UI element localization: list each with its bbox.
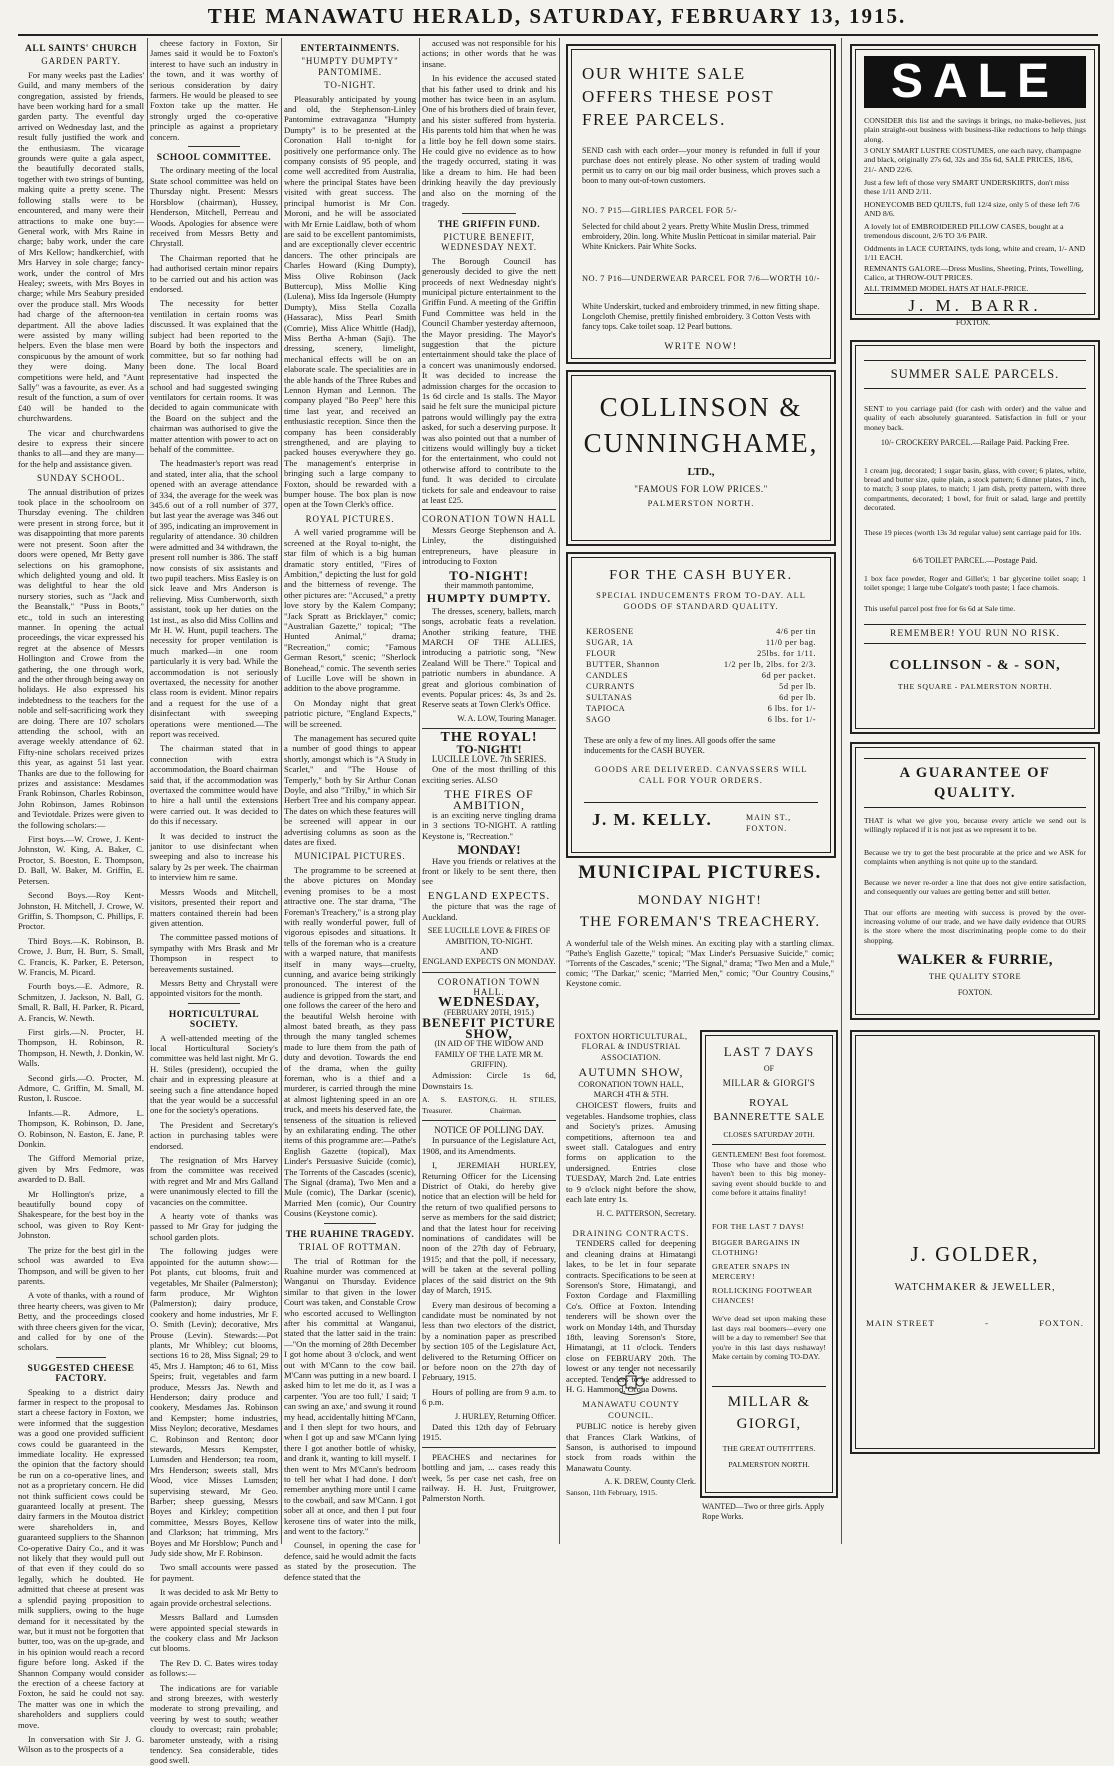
ad-title: SUMMER SALE PARCELS. xyxy=(864,360,1086,389)
price-row xyxy=(572,648,830,659)
ad-text: A wonderful tale of the Welsh mines. An exciting play with a startling climax. "Pathe's English Gazette," topical; "Max Linder's Persuasive Suicide," comic; "Torrents of the Cascades," scenic; "The Signal," drama; "Two Men and a Mule," comic; "The Darkar," scenic; "Married Men," comic; "Our Country Cousins," Keystone comic. xyxy=(566,939,834,988)
sale-banner: SALE xyxy=(864,56,1086,108)
ad-title: NOTICE OF POLLING DAY. xyxy=(434,1125,544,1135)
brand-name: MILLAR & xyxy=(727,1394,811,1410)
barr-sale-ad xyxy=(850,44,1100,320)
ad-benefit: BENEFIT PICTURE SHOW, xyxy=(422,1015,556,1041)
column-4 xyxy=(422,38,556,1544)
ad-text: Because we never re-order a line that does not give entire satisfaction, and consequently our values are getting better and still better. xyxy=(864,878,1086,897)
column-rule xyxy=(147,38,148,1544)
headline: SCHOOL COMMITTEE. xyxy=(156,153,272,164)
paragraph: Second Boys.—Roy Kent-Johnston, H. Mitchell, J. Crowe, W. Griffin, S. Thompson, C. Phillips, F. Proctor. xyxy=(18,890,144,932)
paragraph: The dresses, scenery, ballets, march songs, acrobatic feats a revelation. Another striking feature, THE MARCH OF THE ALLIES, introducing a patriotic song, "New Zealand Will be There." Topical and patriotic numbers in abundance. A great and glorious combination of events. Popular prices: 4s, 3s and 2s. Reserve seats at Town Clerk's Office. xyxy=(422,605,556,710)
ad-show: HUMPTY DUMPTY. xyxy=(426,591,552,606)
ad-tonight: TO-NIGHT! xyxy=(449,567,529,583)
ad-text: HONEYCOMB BED QUILTS, full 12/4 size, only 5 of these left 7/6 AND 8/6. xyxy=(864,200,1080,219)
item-name: TAPIOCA xyxy=(586,704,626,713)
brand-name: COLLINSON & xyxy=(599,392,803,422)
ad-text: REMNANTS GALORE—Dress Muslins, Sheeting, Prints, Towelling, Calico, at THROW-OUT PRICES. xyxy=(864,264,1084,283)
ad-text: GENTLEMEN! Best foot foremost. Those who have and those who haven't been to this big money-saving event should buckle to and come before it attains finality! xyxy=(712,1150,826,1198)
brand-ltd: LTD., xyxy=(687,466,715,478)
ad-remember: REMEMBER! YOU RUN NO RISK. xyxy=(864,624,1086,644)
coat-of-arms-icon xyxy=(614,1370,648,1398)
draining-contracts-ad xyxy=(566,1228,696,1395)
divider xyxy=(462,213,516,214)
item-price: 6 lbs. for 1/- xyxy=(767,715,816,724)
headline: ENTERTAINMENTS. xyxy=(300,44,400,54)
paragraph: A vote of thanks, with a round of three hearty cheers, was given to Mr Betty, and the proceedings closed with three cheers given for the vicar, and called for by one of the scholars. xyxy=(18,1290,144,1353)
ad-text: GOODS ARE DELIVERED. CANVASSERS WILL CALL FOR YOUR ORDERS. xyxy=(594,765,808,785)
manawatu-county-ad xyxy=(566,1370,696,1544)
address-dash: - xyxy=(985,1318,990,1328)
paragraph: PEACHES and nectarines for bottling and jam, ... cases ready this week, 5s per case net cash, free on railway. H. H. Just, Fruitgrower, Palmerston North. xyxy=(422,1451,556,1504)
divider xyxy=(422,1120,556,1121)
item-price: 4/6 per tin xyxy=(776,627,816,636)
column-rule xyxy=(281,38,282,1544)
brand-name: CUNNINGHAME, xyxy=(583,428,819,458)
ad-text: Selected for child about 2 years. Pretty White Muslin Dress, trimmed embroidery, 20in. long. White Muslin Petticoat in similar material. Pair White Knickers. Pair White Socks. xyxy=(582,222,816,251)
paragraph: Messrs Betty and Chrystall were appointed visitors for the month. xyxy=(150,977,278,999)
paragraph: Infants.—R. Admore, L. Thompson, K. Robinson, D. Jane, O. Robinson, N. Easton, E. Jane, P. Donkin. xyxy=(18,1107,144,1150)
paragraph: The vicar and churchwardens desire to express their sincere thanks to all—and they are many—for the help and assistance given. xyxy=(18,427,144,469)
ad-fires: THE FIRES OF AMBITION, xyxy=(444,787,534,812)
merchant-address xyxy=(866,1318,1084,1328)
divider xyxy=(712,1144,826,1145)
item-price: 6d per lb. xyxy=(779,693,816,702)
paragraph: Fourth boys.—E. Admore, R. Schmitzen, J. Jackson, N. Ball, G. Small, R. Ball, H. Parker, R. Picard, A. Francis, W. Newth. xyxy=(18,981,144,1023)
ad-text: ALL TRIMMED MODEL HATS AT HALF-PRICE. xyxy=(864,284,1086,294)
ad-text: (IN AID OF THE WIDOW AND FAMILY OF THE LATE MR M. GRIFFIN). xyxy=(434,1039,544,1069)
price-row xyxy=(572,637,830,648)
ad-text: FOR THE LAST 7 DAYS! xyxy=(712,1222,805,1231)
ad-text: THAT is what we give you, because every article we send out is willingly replaced if it is not just as we represent it to be. xyxy=(864,816,1086,835)
ad-text: These 19 pieces (worth 13s 3d regular value) sent carriage paid for 10s. xyxy=(864,528,1082,537)
brand-motto: "FAMOUS FOR LOW PRICES." xyxy=(634,484,768,494)
paragraph: TENDERS called for deepening and cleaning drains at Himatangi lakes, to be let in four separate contracts. Specifications to be seen at Sorenson's Store, Himatangi, and Foxton Cordage and Flaxmilling Co's. Office at Foxton. Intending tenderers will be shown over the work on Monday 14th, and Thursday 18th, leaving Sorenson's Store, Himatangi, at 11 o'clock. Tenders close on FEBRUARY 20th. The lowest or any tender not necessarily accepted. Tenders to be addressed to H. G. Hammond, Oroua Downs. xyxy=(566,1238,696,1395)
price-row xyxy=(572,703,830,714)
ad-name: MILLAR & GIORGI'S xyxy=(722,1078,816,1088)
divider xyxy=(324,1223,377,1224)
paragraph: Counsel, in opening the case for defence, said he would admit the facts as stated by the prosecution. The defence stated that the xyxy=(284,1540,416,1582)
merchant-address: THE SQUARE - PALMERSTON NORTH. xyxy=(897,682,1053,691)
paragraph: First girls.—N. Procter, H. Thompson, H. Robinson, R. Thompson, H. Newth, J. Donkin, W. Walls. xyxy=(18,1026,144,1069)
paragraph: It was decided to ask Mr Betty to again provide orchestral selections. xyxy=(150,1587,278,1608)
paragraph: The Rev D. C. Bates wires today as follows:— xyxy=(150,1657,278,1679)
ad-text: OF xyxy=(763,1064,775,1073)
ad-item-title: NO. 7 P16—UNDERWEAR PARCEL FOR 7/6—WORTH 10/- xyxy=(582,274,820,283)
column-rule xyxy=(419,38,420,1544)
ad-sign: G. H. STILES, Chairman. xyxy=(489,1095,556,1115)
paragraph: Second girls.—O. Procter, M. Admore, C. Griffin, M. Small, M. Ruston, I. Ruscoe. xyxy=(18,1072,144,1104)
headline: THE RUAHINE TRAGEDY. xyxy=(285,1229,415,1240)
paragraph: The following judges were appointed for the autumn show:—Pot plants, cut blooms, fruit and vegetables, Mr Shailer (Palmerston); farm produce, Mr Wighton (Palmerston); dairy produce, cookery and home industries, Mr F. O. Smith (Levin); decorative, Mrs Prouse (Levin). Stewards:—Pot plants, Mr Whibley; cut blooms, sections 16 to 28, Miss Signal; 29 to 45, Mrs J. Hampton; 46 to 61, Miss Speirs; fruit, vegetables and farm produce, Messrs Jas. Newth and Henderson; dairy produce and cookery, Mesdames Jas. Robinson and Kempster; home industries, Miss Neylon; decorative, Mesdames C. Robinson and Renton; door stewards, Messrs Kempster, Lumsden and Henderson; tea room, Mrs Henderson; sweets stall, Mrs Wood, vice Misses Lumsden; supervising steward, Mr Geo. Barber; sheep guessing, Messrs Boyes and Kirkley; competition committee, Messrs Boyes, Kellow and Clarkson; hat trimming, Mrs Boyes and Mr Horsblow; Punch and Judy side show, Mr F. Robinson. xyxy=(150,1246,278,1559)
brand-tag: THE GREAT OUTFITTERS. xyxy=(722,1444,816,1453)
ad-sign: W. A. LOW, Touring Manager. xyxy=(457,713,556,723)
ad-text: ROLLICKING FOOTWEAR CHANCES! xyxy=(712,1286,813,1306)
paragraph: The committee passed motions of sympathy with Mrs Brask and Mr Thompson in respect to bereavements sustained. xyxy=(150,932,278,974)
ad-sign: A. K. DREW, County Clerk. xyxy=(604,1477,696,1487)
paragraph: Have you friends or relatives at the front or likely to be sent there, then see xyxy=(422,855,556,887)
merchant-name: J. M. KELLY. xyxy=(592,810,713,829)
ad-text: (FEBRUARY 20TH, 1915.) xyxy=(444,1007,534,1017)
subheadline: GARDEN PARTY. xyxy=(41,56,121,67)
divider xyxy=(422,728,556,729)
column-rule xyxy=(841,38,842,1544)
ad-title: MUNICIPAL PICTURES. xyxy=(578,862,822,883)
paragraph: One of the most thrilling of this exciting series. ALSO xyxy=(422,764,556,785)
ad-sign: J. HURLEY, Returning Officer. xyxy=(454,1411,556,1421)
ad-sign: H. C. PATTERSON, Secretary. xyxy=(596,1208,696,1218)
paragraph: For many weeks past the Ladies' Guild, and many members of the congregation, assisted by friends, have been working hard for a small garden party. The eventful day arrived on Wednesday last, and the result fully justified the work and the enthusiasm. The vicarage grounds were quite a gala aspect, the beautifully decorated stalls, together with two strings of bunting, making quite a pretty scene. The following stalls were to be encountered, and many were their attractions to make one buy:—General work, with Mrs Raine in charge; baby work, under the care of Mrs Kellow; handkerchief, with Mrs Harvey in sole charge; fancy-work, under the control of Mrs Healey; sweets, with Mrs Boyes in charge; while Mrs Seabury presided over the produce stall. Mrs Woods had charge of the afternoon-tea department. All the above ladies were assisted by many willing helpers. Even the blase men were conspicuous by the amount of work they were doing. Many competitions were held, and "Aunt Sally" was a favourite, as ever. As a result of the function, a sum of over £40 will be handed to the churchwardens. xyxy=(18,69,144,424)
white-sale-ad xyxy=(566,44,836,364)
ad-signatures xyxy=(422,1095,556,1116)
paragraph: The Borough Council has generously decided to give the nett proceeds of next Wednesday night's municipal picture entertainment to the Griffin Fund. A meeting of the Griffin Fund Committee was held in the Council Chamber yesterday afternoon, the Mayor presiding. The Mayor's suggestion that the picture entertainment should take the place of a concert was unanimously endorsed. It was decided to increase the admission charges for the occasion to 1s 6d circle and 1s stalls. The Mayor said he felt sure the municipal picture patrons would willingly pay the extra asked, for such a deserving purpose. It was also pointed out that a number of citizens would willingly buy a ticket for the entertainment, who could not otherwise afford to contribute to the fund. It was decided to circulate tickets for sale and endeavour to raise at least £25. xyxy=(422,255,556,506)
divider xyxy=(422,972,556,973)
ad-film: THE FOREMAN'S TREACHERY. xyxy=(579,914,821,930)
ad-sign: A. S. EASTON, Treasurer. xyxy=(422,1095,490,1115)
subheadline: MUNICIPAL PICTURES. xyxy=(294,851,406,862)
ad-england: ENGLAND EXPECTS. xyxy=(427,889,551,902)
paragraph: Speaking to a district dairy farmer in respect to the proposal to start a cheese factory in Foxton, we were informed that the suggestion was a good one provided sufficient cows could be guaranteed in the immediate locality. He expressed the opinion that the factory should be run on a co-operative lines, and not as a proprietary concern. He did not think sufficient cows could be guaranteed locally at present. The dairy farmers in the Moutoa district were shareholders in, and guaranteed suppliers to the Shannon Co-operative Dairy Co., and it was not likely that they would pull out of that even if they could do so legally, which he doubted. He admitted that cheese at present was a splendid paying proposition to milk suppliers, owing to the huge demand for it necessitated by the war, but it must not be forgotten that butter, too, was on the up-grade, and in his opinion would reach a record figure before long. Asked if the Shannon Company would consider the erection of a cheese factory at Foxton, he said he could not say. The matter was one in which the shareholders and suppliers could move. xyxy=(18,1386,144,1730)
column-2 xyxy=(150,38,278,1766)
price-row xyxy=(572,714,830,725)
ad-wednesday: WEDNESDAY, xyxy=(438,994,540,1010)
paragraph: Pleasurably anticipated by young and old, the Stephenson-Linley Pantomime extravaganza "Humpty Dumpty" is to be presented at the Coronation Hall to-night for positively one performance only. The company consists of 95 people, and come well accredited from Australia, where the principal States have been visited with great success. The principal humorist is Mr Con. Moroni, and he will be associated with Mr Ernie Laidlaw, both of whom are said to be excellent pantomimists, and are exceptionally clever eccentric dancers. The other principals are Charles Howard (King Dumpty), Miss Olive Robinson (Jack Buttercup), Miss Mollie King (Lulena), Miss Ida Ingersole (Humpty Dumpty), Miss Stella Cozalla (Hassarac), Miss Pearl Smith (Comrie), Miss Alice Whittle (Hadj), Miss Bertha A-hman (Saji). The dressing, scenery, limelight, mechanical effects will be on an elaborate scale. The specialities are in the able hands of the Three Rubes and Lennon Hyman and Lennon. The company played "Bo Peep" here this time last year, and received an enthusiastic reception. Since then the company has been considerably strengthened, and are playing to packed houses everywhere they go. The management's enterprise in bringing such a large company to Foxton, should be rewarded with a bumper house. The box plan is now open at the Town Clerk's office. xyxy=(284,93,416,510)
ad-text: This useful parcel post free for 6s 6d at Sale time. xyxy=(864,604,1016,613)
ad-text: 1 cream jug, decorated; 1 sugar basin, glass, with cover; 6 plates, white, bread and butter size, quite plain, a stock pattern; 6 dinner plates, 7 inch, to match; 3 soup plates, to match; 1 jam dish, pretty pattern, with three compartments, decorated; 1 bowl, for fruit or salad, large and prettily decorated. xyxy=(864,466,1086,512)
paragraph: The indications are for variable and strong breezes, with westerly moderate to strong prevailing, and veering by west to south; weather cloudy to overcast; rain probable; barometer unsteady, with a rising tendency. Sea considerable, tides good swell. xyxy=(150,1682,278,1766)
ad-sub: SPECIAL INDUCEMENTS FROM TO-DAY. ALL GOODS OF STANDARD QUALITY. xyxy=(596,591,806,611)
paragraph: Third Boys.—K. Robinson, B. Crowe, J. Burr, H. Burr, S. Small, C. Francis, K. Parker, E. Peterson, W. Francis, M. Picard. xyxy=(18,935,144,977)
paragraph: Every man desirous of becoming a candidate must be nominated by not less than two electors of the district, by a nomination paper as prescribed by section 105 of the Legislature Act, delivered to the Returning Officer on or before noon on the 27th day of February, 1915. xyxy=(422,1299,556,1383)
headline: ALL SAINTS' CHURCH xyxy=(25,44,137,54)
divider xyxy=(422,1447,556,1448)
item-name: CURRANTS xyxy=(586,682,635,691)
paragraph: The management has secured quite a number of good things to appear shortly, amongst which is "A Study in Scarlet," and "The House of Temperly," both by Sir Arthur Conan Doyle, and also "Trilby," in which Sir Herbert Tree and his company appear. The dates on which these features will be screened will appear in our advertising columns as soon as the dates are fixed. xyxy=(284,733,416,848)
write-now: WRITE NOW! xyxy=(664,342,738,352)
headline: THE GRIFFIN FUND. xyxy=(437,219,541,230)
ad-title: FOR THE CASH BUYER. xyxy=(609,568,793,583)
ad-text: AND xyxy=(479,946,499,956)
kelly-cash-buyer-ad xyxy=(566,552,836,858)
paragraph: Dated this 12th day of February 1915. xyxy=(422,1421,556,1443)
ad-text: White Underskirt, tucked and embroidery trimmed, in new fitting shape. Longcloth Chemise, prettily finished embroidery. 3 Cotton Vests with fancy tops. Cake toilet soap. 12 Pearl buttons. xyxy=(582,302,820,331)
paragraph: In his evidence the accused stated that his father used to drink and his mother has twice been in an asylum. One of his brothers died of brain fever, and his sister suffered from hysteria. His parents told him that when he was a little boy he fell down some stairs. He could give no evidence as to how the tragedy occurred, stating it was like a dream to him. He had been drinking heavily the day previously and also on the morning of the tragedy. xyxy=(422,73,556,209)
paragraph: the picture that was the rage of Auckland. xyxy=(422,901,556,922)
item-name: SUGAR, 1A xyxy=(586,638,634,647)
ad-text: 1 box face powder, Roger and Gillet's; 1 bar glycerine toilet soap; 1 toilet sponge; 1 large tube Colgate's tooth paste; 1 face chamois. xyxy=(864,574,1086,593)
subheadline: SUNDAY SCHOOL. xyxy=(36,473,126,484)
paragraph: A well varied programme will be screened at the Royal to-night, the star film of which is a big human dramatic story entitled, "Fires of Ambition," depicting the lust for gold and the bitterness of revenge. The other pictures are: "Accused," a pretty love story by the Kalem Company; "Jack Spratt as Bricklayer," comic; "Australian Gazette," topical; "The Hunted Animal," drama; "Recreation," comic; "Famous German Resort," scenic; "Sherlock Bonehead," comic. The seventh series of Lucille Love will be shown in addition to the above programme. xyxy=(284,527,416,694)
paragraph: PUBLIC notice is hereby given that Frances Clark Watkins, of Sanson, is authorised to impound stock from roads within the Manawatu County. xyxy=(566,1421,696,1473)
paragraph: It was decided to instruct the janitor to use disinfectant when sweeping and also to increase his salary by 2s per week. The chairman to interview him re same. xyxy=(150,830,278,883)
paragraph: CHOICEST flowers, fruits and vegetables. Handsome trophies, class and Society's prizes. Amusing competitions, afternoon tea and sweet stall. Catalogues and entry forms on application to the undersigned. Entries close TUESDAY, March 2nd. Late entries to 9 o'clock night before the show, each late entry 1s. xyxy=(566,1100,696,1205)
paragraph: The ordinary meeting of the local State school committee was held on Thursday night. Present: Messrs Horsblow (chairman), Hussey, Henderson, Mitchell, Perreau and Woods. Apologies for absence were received from Messrs Betty and Chrystall. xyxy=(150,165,278,249)
ad-text: SENT to you carriage paid (for cash with order) and the value and quality of each absolutely guaranteed. Satisfaction in full or your money back. xyxy=(864,404,1086,432)
address-town: FOXTON. xyxy=(1039,1318,1084,1328)
ad-title: LAST 7 DAYS xyxy=(723,1044,815,1059)
merchant-tag: THE QUALITY STORE xyxy=(928,972,1022,981)
ad-venue: CORONATION TOWN HALL, MARCH 4TH & 5TH. xyxy=(578,1079,684,1100)
ad-text: BIGGER BARGAINS IN CLOTHING! xyxy=(712,1238,801,1258)
paragraph: On Monday night that great patriotic picture, "England Expects," will be screened. xyxy=(284,697,416,729)
summer-sale-ad xyxy=(850,340,1100,734)
paragraph: Messrs Woods and Mitchell, visitors, presented their report and matters contained therein had been given attention. xyxy=(150,886,278,928)
item-name: SAGO xyxy=(586,715,611,724)
horticultural-ad xyxy=(566,1032,696,1222)
collinson-cunninghame-ad xyxy=(566,370,836,546)
item-price: 1/2 per lb, 2lbs. for 2/3. xyxy=(723,660,816,669)
paragraph: The Gifford Memorial prize, given by Mrs Fedmore, was awarded to D. Ball. xyxy=(18,1153,144,1185)
merchant-name: J. M. BARR. xyxy=(908,296,1042,315)
subheadline: TRIAL OF ROTTMAN. xyxy=(298,1242,402,1253)
ad-text: Just a few left of those very SMART UNDERSKIRTS, don't miss these 1/11 AND 2/11. xyxy=(864,178,1069,197)
paragraph: The trial of Rottman for the Ruahine murder was commenced at Wanganui on Thursday. Evidence similar to that given in the lower Court was taken, and Constable Crow who escorted accused to Wellington after his committal at Wanganui, stated that the latter said in the train:—"On the morning of 28th December I got home about 3 o'clock, and went out with M'Cann to the cow bail. M'Cann was putting in a new board. I asked him to let me do it, as I was a carpenter. 'You are too full,' I said; 'I can swing an axe,' and swung it round my head, accidentally hitting M'Cann, and I then slept for two hours, and when I got up and saw M'Cann lying there I got another bottle of whisky, and drank it, wanting to kill myself. I then went to Mrs M'Cann's bedroom to tell her what I had done. I don't remember anything more until I came to the cowbail, and saw M'Cann. I got sober all at once, and then I put four kerosene tins of water into the milk, and went to the factory." xyxy=(284,1255,416,1537)
ad-text: their mammoth pantomime, xyxy=(444,580,534,590)
brand-name: GIORGI, xyxy=(736,1416,802,1432)
crest-icon xyxy=(566,1370,696,1400)
ad-text: ENGLAND EXPECTS ON MONDAY. xyxy=(422,957,556,967)
ad-text: SEND cash with each order—your money is refunded in full if your purchase does not entirely please. No other system of trading would permit us to carry on our big mail order business, which proves such a boon to many out-of-town customers. xyxy=(582,146,820,185)
item-name: KEROSENE xyxy=(586,627,634,636)
paragraph: The Chairman reported that he had authorised certain minor repairs to be carried out and his action was endorsed. xyxy=(150,252,278,294)
walker-furrie-ad xyxy=(850,742,1100,1020)
paragraph: Messrs Ballard and Lumsden were appointed special stewards in the cookery class and Mr Jackson cut blooms. xyxy=(150,1612,278,1654)
paragraph: cheese factory in Foxton, Sir James said it would be to Foxton's interest to have such an industry in the town, and it was worthy of serious consideration by dairy farmers. He would be pleased to see Foxton take up the matter. He strongly urged the co-operative principle as against a proprietary concern. xyxy=(150,38,278,142)
ad-show: AUTUMN SHOW, xyxy=(578,1065,684,1080)
brand-place: PALMERSTON NORTH. xyxy=(647,498,755,508)
paragraph: The resignation of Mrs Harvey from the committee was received with regret and Mr and Mrs Galland were unanimously elected to fill the vacancies on the committee. xyxy=(150,1155,278,1207)
subheadline: ROYAL PICTURES. xyxy=(305,513,395,524)
column-rule xyxy=(559,38,560,1544)
ad-sale: ROYAL BANNERETTE SALE xyxy=(713,1097,825,1123)
ad-text: We've dead set upon making these last days real boomers—every one will be a day to remember! See that you're in this last days rushaway! Make certain by coming TO-DAY. xyxy=(712,1314,826,1362)
ad-item-title: 6/6 TOILET PARCEL.—Postage Paid. xyxy=(912,556,1038,565)
ad-title: OUR WHITE SALE OFFERS THESE POST FREE PARCELS. xyxy=(582,64,774,129)
merchant-name: J. GOLDER, xyxy=(910,1242,1040,1266)
ad-tonight: TO-NIGHT! xyxy=(456,741,522,756)
price-row xyxy=(572,681,830,692)
ad-title: A GUARANTEE OF QUALITY. xyxy=(864,758,1086,808)
price-row xyxy=(572,626,830,637)
item-name: CANDLES xyxy=(586,671,629,680)
merchant-place: FOXTON. xyxy=(955,318,991,327)
item-price: 5d per lb. xyxy=(779,682,816,691)
ad-title: MANAWATU COUNTY COUNCIL. xyxy=(582,1400,680,1420)
price-row xyxy=(572,670,830,681)
ad-text: 3 ONLY SMART LUSTRE COSTUMES, one each navy, champagne and black, originally 27s 6d, 32s and 35s 6d, SALE PRICES, 18/6, 21/- AND 22/6. xyxy=(864,146,1081,174)
subheadline: TO-NIGHT. xyxy=(324,80,376,91)
paragraph: accused was not responsible for his actions; in other words that he was insane. xyxy=(422,38,556,69)
paragraph: In pursuance of the Legislature Act, 1908, and its Amendments. xyxy=(422,1135,556,1156)
ad-text: Oddments in LACE CURTAINS, tyds long, white and cream, 1/- AND 1/11 EACH. xyxy=(864,244,1086,263)
merchant-name: COLLINSON - & - SON, xyxy=(889,658,1061,673)
paragraph: A hearty vote of thanks was passed to Mr Gray for judging the school garden plots. xyxy=(150,1211,278,1242)
millar-giorgi-ad xyxy=(700,1030,838,1498)
ad-text: LUCILLE LOVE. 7th SERIES. xyxy=(431,754,547,764)
price-row xyxy=(572,692,830,703)
divider xyxy=(422,509,556,510)
merchant-place: FOXTON. xyxy=(957,988,993,997)
merchant-trade: WATCHMAKER & JEWELLER, xyxy=(894,1282,1056,1293)
brand-place: PALMERSTON NORTH. xyxy=(728,1460,810,1469)
paragraph: The prize for the best girl in the school was awarded to Eva Thompson, and will be given to her parents. xyxy=(18,1244,144,1286)
item-price: 11/0 per bag. xyxy=(765,638,816,647)
ad-text: A lovely lot of EMBROIDERED PILLOW CASES, bought at a tremendous discount, 2/6 TO 3/6 PAIR. xyxy=(864,222,1064,241)
column-1 xyxy=(18,38,145,1755)
paragraph: Messrs George Stephenson and A. Linley, the distinguished entrepreneurs, have pleasure in introducing to Foxton xyxy=(422,524,556,567)
headline: HORTICULTURAL SOCIETY. xyxy=(168,1009,260,1031)
ad-monday: MONDAY! xyxy=(457,842,521,858)
paragraph: A well-attended meeting of the local Horticultural Society's committee was held last night. Mr G. H. Stiles (president), occupied the chair and in expressing pleasure at seeing such a fine attendance hoped that the year would be a successful one for the society's operations. xyxy=(150,1032,278,1116)
paragraph: The chairman stated that in connection with extra accommodation, the Board chairman said that, if the accommodation was overtaxed the committee would have to hire a hall until the extensions were carried out. It was decided to do this if necessary. xyxy=(150,743,278,827)
golder-ad xyxy=(850,1030,1100,1454)
divider xyxy=(188,146,239,147)
item-price: 25lbs. for 1/11. xyxy=(757,649,816,658)
ad-text: That our efforts are meeting with success is proved by the over-increasing volume of our trade, and we have daily evidence that OURS is the store where the most discriminating people come to do their shopping. xyxy=(864,908,1086,945)
merchant-address: MAIN ST., FOXTON. xyxy=(746,813,792,833)
ad-text: SEE LUCILLE LOVE & FIRES OF AMBITION, TO-NIGHT. xyxy=(427,926,551,946)
ad-text: CONSIDER this list and the savings it brings, no make-believes, just plain straight-out business with business-like reductions to help things along. xyxy=(864,116,1086,144)
divider xyxy=(712,1386,826,1387)
ad-item-title: 10/- CROCKERY PARCEL.—Railage Paid. Packing Free. xyxy=(880,438,1070,447)
paragraph: The necessity for better ventilation in certain rooms was discussed. It was explained that the subject had been reported to the Board by both the inspectors and committee, but so far nothing had been done. The local Board representative had inspected the school and had suggested swinging ventilators for certain rooms. It was decided to again communicate with the Board on the subject and the chairman was authorised to give the matter attention with power to act on behalf of the committee. xyxy=(150,298,278,455)
paragraph: The President and Secretary's action in purchasing tables were endorsed. xyxy=(150,1119,278,1151)
paragraph: Two small accounts were passed for payment. xyxy=(150,1562,278,1583)
paragraph: Admission: Circle 1s 6d, Downstairs 1s. xyxy=(422,1070,556,1091)
item-name: SULTANAS xyxy=(586,693,633,702)
ad-item-title: NO. 7 P15—GIRLIES PARCEL FOR 5/- xyxy=(582,206,737,215)
masthead: THE MANAWATU HERALD, SATURDAY, FEBRUARY 13, 1915. xyxy=(207,4,907,28)
paragraph: The headmaster's report was read and stated, inter alia, that the school opened with an average attendance of 334, the average for the week was 345.6 out of a roll number of 377, but last year the average was 346 out of 395, indicating an improvement in regularity of attendance. 30 children were admitted and 34 withdrawn, the present roll number is 386. The staff now consists of six assistants and two pupil teachers. Miss Easley is on sick leave and Mrs Anderson is relieving. Miss Cumberworth, sixth assistant, took up her duties on the 1st inst., as also did Miss Collins and Mr H. W. Hunt, pupil teachers. The necessity for proper ventilation is much marked—in one room particularly it is very bad. While the accommodation is not seriously overtaxed, the necessity for another class room is evident. Minor repairs and a request for the use of a disinfectant with sweeping operations were mentioned.—The report was received. xyxy=(150,458,278,739)
paragraph: The programme to be screened at the above pictures on Monday evening promises to be a most attractive one. The star drama, "The Foreman's Treachery," is a strong play with really wonderful power, full of vigorous episodes and situations. It tells of the foreman who is a creature with a warped nature, that manifests itself in many ways—cruelty, cunning, and avarice being strikingly pronounced. The interest of the audience is gripped from the start, and one follows the career of the hero and the beautiful Welsh heroine with almost bated breath, as they pass through the many tangled schemes made to lure them from the path of duty and devotion. Towards the end of the drama, when the guilty foreman, who is a thief and a murderer, is carried through the mine at almost lightening speed in an ore truck, and meets his deserved fate, the tenseness of the situation is relieved by an exhilarating ending. The other items of this programme are:—Pathe's English Gazette (topical), Max Linder's Persuasive Suicide (comic), The Torrents of the Cascades (scenic), The Signal (drama), Two Men and a Mule (comic), The Darkar (scenic), Married Men (comic), Our Country Cousins (Keystone comic). xyxy=(284,864,416,1219)
subheadline: "HUMPTY DUMPTY" PANTOMIME. xyxy=(301,56,399,77)
address-street: MAIN STREET xyxy=(866,1318,935,1328)
paragraph: is an exciting nerve tingling drama in 3 sections TO-NIGHT. A rattling Keystone is, "Recreation." xyxy=(422,810,556,841)
ad-date: Sanson, 11th February, 1915. xyxy=(566,1487,658,1497)
price-list xyxy=(572,626,830,725)
ad-royal: THE ROYAL! xyxy=(440,730,538,746)
merchant-name: WALKER & FURRIE, xyxy=(897,952,1053,968)
municipal-pictures-ad xyxy=(566,862,834,1030)
masthead-rule xyxy=(18,34,1098,36)
paragraph: First boys.—W. Crowe, J. Kent-Johnston, W. King, A. Baker, C. Proctor, S. Boeston, E. Thompson, D. Ball, W. Baker, M. Griffin, E. Petersen. xyxy=(18,834,144,886)
ad-monday: MONDAY NIGHT! xyxy=(637,892,763,907)
item-name: BUTTER, Shannon xyxy=(586,660,660,669)
price-row xyxy=(572,659,830,670)
headline: SUGGESTED CHEESE FACTORY. xyxy=(27,1363,135,1385)
divider xyxy=(584,802,818,803)
column-3 xyxy=(284,38,416,1582)
paragraph: Mr Hollington's prize, a beautifully bound copy of Shakespeare, for the best boy in the school, was given to Roy Kent-Johnston. xyxy=(18,1188,144,1241)
ad-text: Because we try to get the best procurable at the price and we ASK for complaints when anything is not quite up to the standard. xyxy=(864,848,1086,867)
divider xyxy=(56,1357,106,1358)
paragraph: Hours of polling are from 9 a.m. to 6 p.m. xyxy=(422,1386,556,1408)
paragraph: The annual distribution of prizes took place in the schoolroom on Thursday evening. The children were present in strong force, but it was disappointing that more parents were not present. Soon after the doors were opened, Mr Betty gave selections on his gramophone, which delighted young and old. It was delightful to hear the old nursery stories, such as "Jack and the Beanstalk," "Puss in Boots," etc., told in such an interesting manner. In opening the actual proceedings, the vicar expressed his regret at the absence of Messrs Hollington and Crowe from the gathering, the one through work, and the other through being away on holidays. He also expressed his indebtedness to the teachers for the noble and self-sacrificing work they are doing. There are 107 scholars attending the school, with an average weekly attendance of 62. Fifty-nine scholars received prizes this year, as against 51 last year. Thanks are due to the following for prizes and assistance: Mesdames Frank Robinson, Charles Robinson, John Robinson, James Robinson and Teviotdale. Prizes were given to the following scholars:— xyxy=(18,486,145,830)
paragraph: I, JEREMIAH HURLEY, Returning Officer for the Licensing District of Otaki, do hereby give notice that an election will be held for the return of two qualified persons to serve as members for the said district; and that the latest hour for receiving nominations of candidates will be noon of the 27th day of February, 1915; and that the poll, if necessary, will be taken at the several polling places of the said district on the 9th day of March, 1915. xyxy=(422,1160,556,1296)
ad-title: CORONATION TOWN HALL xyxy=(422,514,556,525)
ad-text: GREATER SNAPS IN MERCERY! xyxy=(712,1262,790,1282)
ad-title: FOXTON HORTICULTURAL, FLORAL & INDUSTRIAL ASSOCIATION. xyxy=(574,1032,688,1062)
item-price: 6d per packet. xyxy=(761,671,816,680)
divider xyxy=(188,1003,239,1004)
subheadline: PICTURE BENEFIT, WEDNESDAY NEXT. xyxy=(441,231,537,253)
item-name: FLOUR xyxy=(586,649,616,658)
wanted-ad: WANTED—Two or three girls. Apply Rope Works. xyxy=(702,1502,825,1521)
ad-title: DRAINING CONTRACTS. xyxy=(572,1228,690,1238)
item-price: 6 lbs. for 1/- xyxy=(767,704,816,713)
ad-title: CORONATION TOWN HALL. xyxy=(437,976,541,998)
ad-closes: CLOSES SATURDAY 20TH. xyxy=(723,1130,815,1139)
ad-text: These are only a few of my lines. All goods offer the same inducements for the CASH BUYER. xyxy=(584,736,776,755)
paragraph: In conversation with Sir J. G. Wilson as to the prospects of a xyxy=(18,1733,144,1755)
